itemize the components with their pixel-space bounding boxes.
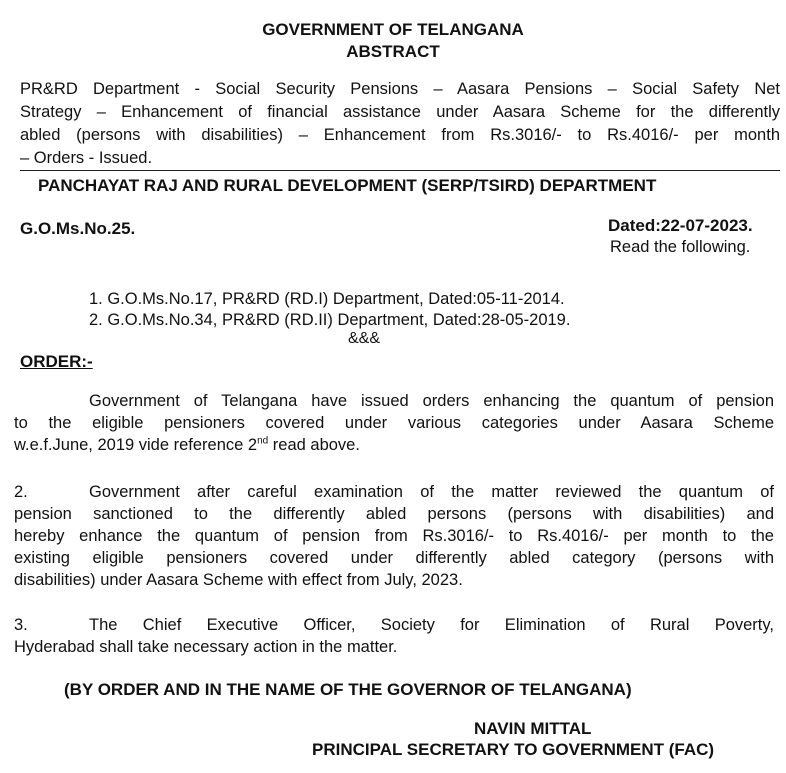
paragraph-2	[14, 481, 774, 591]
go-number: G.O.Ms.No.25.	[20, 219, 136, 238]
ordinal-superscript: nd	[257, 435, 269, 447]
paragraph-line: hereby enhance the quantum of pension from Rs.3016/- to Rs.4016/- per month to the	[14, 527, 774, 545]
abstract-line: PR&RD Department - Social Security Pensions – Aasara Pensions – Social Safety Net	[20, 80, 780, 98]
abstract-subject	[20, 78, 780, 170]
paragraph-1	[14, 390, 774, 456]
paragraph-line: pension sanctioned to the differently abled persons (persons with disabilities) and	[14, 505, 774, 523]
paragraph-text: w.e.f.June, 2019 vide reference 2	[14, 436, 258, 454]
reference-item: 2. G.O.Ms.No.34, PR&RD (RD.II) Department, Dated:28-05-2019.	[89, 311, 571, 329]
paragraph-text: read above.	[268, 436, 360, 454]
department-heading: PANCHAYAT RAJ AND RURAL DEVELOPMENT (SERP/TSIRD) DEPARTMENT	[38, 176, 657, 195]
paragraph-line: The Chief Executive Officer, Society for Elimination of Rural Poverty,	[89, 616, 774, 634]
government-title: GOVERNMENT OF TELANGANA	[262, 20, 524, 39]
abstract-line: abled (persons with disabilities) – Enhancement from Rs.3016/- to Rs.4016/- per month	[20, 126, 780, 144]
reference-item: 1. G.O.Ms.No.17, PR&RD (RD.I) Department, Dated:05-11-2014.	[89, 290, 565, 308]
paragraph-line: existing eligible pensioners covered under differently abled category (persons with	[14, 549, 774, 567]
paragraph-line: Hyderabad shall take necessary action in the matter.	[14, 638, 398, 656]
abstract-line: – Orders - Issued.	[20, 149, 153, 167]
abstract-divider	[20, 170, 780, 171]
read-the-following: Read the following.	[610, 238, 751, 256]
order-date: Dated:22-07-2023.	[608, 216, 753, 235]
signatory-designation: PRINCIPAL SECRETARY TO GOVERNMENT (FAC)	[312, 740, 715, 759]
abstract-line: Strategy – Enhancement of financial assistance under Aasara Scheme for the differently	[20, 103, 780, 121]
signatory-name: NAVIN MITTAL	[474, 719, 592, 738]
paragraph-3	[14, 614, 774, 658]
paragraph-line: disabilities) under Aasara Scheme with effect from July, 2023.	[14, 571, 463, 589]
paragraph-line: Government of Telangana have issued orders enhancing the quantum of pension	[89, 392, 774, 410]
separator-mark: &&&	[348, 330, 381, 347]
paragraph-3-number: 3.	[14, 616, 28, 634]
governor-order-line: (BY ORDER AND IN THE NAME OF THE GOVERNOR OF TELANGANA)	[64, 680, 632, 699]
paragraph-line: Government after careful examination of the matter reviewed the quantum of	[89, 483, 774, 501]
abstract-heading: ABSTRACT	[346, 42, 440, 61]
paragraph-line: to the eligible pensioners covered under various categories under Aasara Scheme	[14, 414, 774, 432]
paragraph-2-number: 2.	[14, 483, 28, 501]
paragraph-line	[14, 434, 774, 456]
order-heading: ORDER:-	[20, 352, 93, 371]
